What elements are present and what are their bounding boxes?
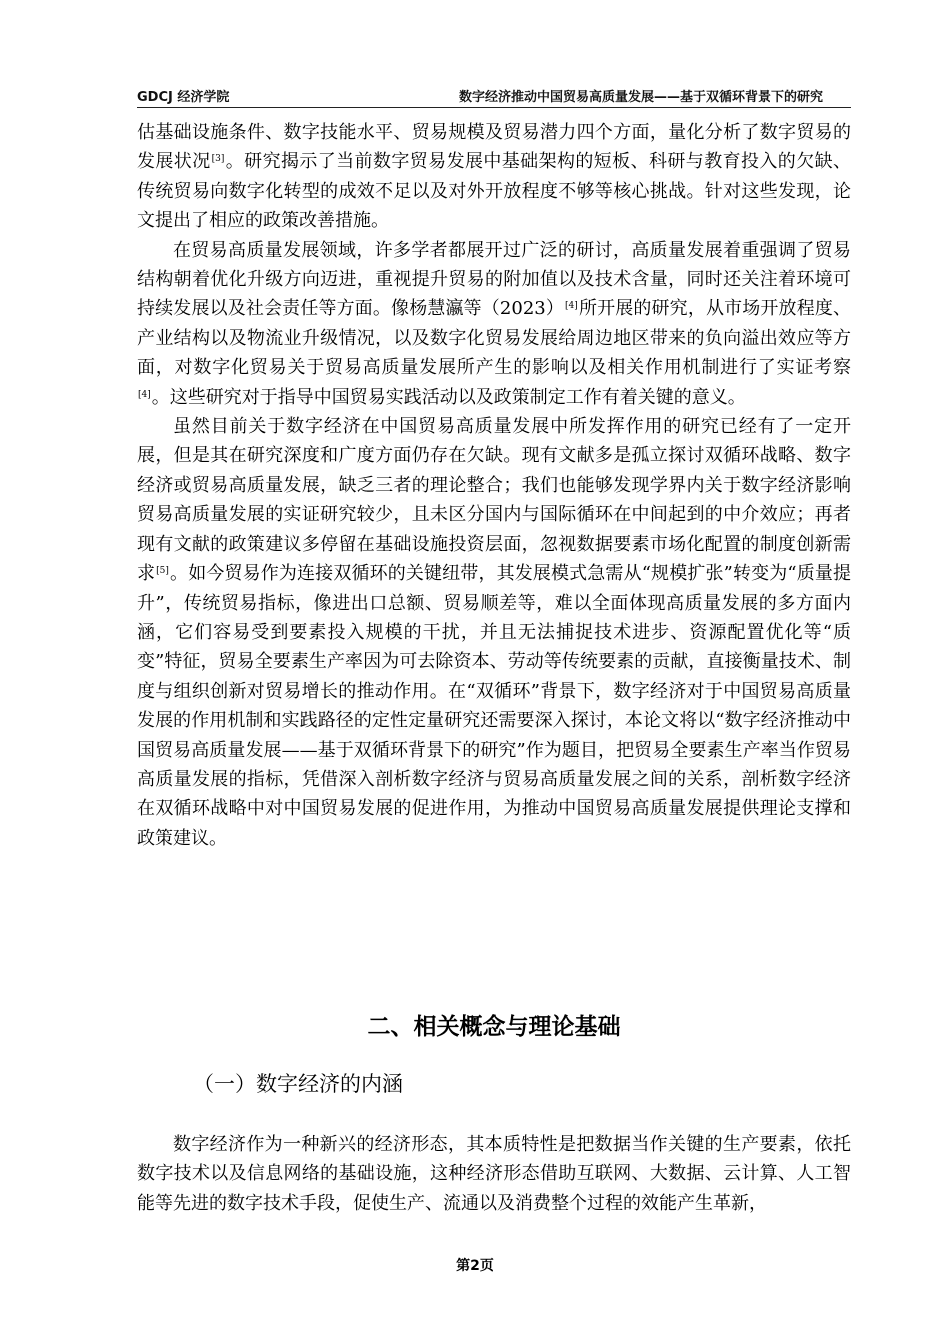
paragraph-4: 数字经济作为一种新兴的经济形态，其本质特性是把数据当作关键的生产要素，依托数字技术以及信息网络的基础设施，这种经济形态借助互联网、大数据、云计算、人工智能等先进的数字技术手段，促使生产、流通以及消费整个过程的效能产生革新， (137, 1134, 851, 1214)
paragraph-1 (137, 118, 851, 236)
paragraph-2-text-c: 。这些研究对于指导中国贸易实践活动以及政策制定工作有着关键的意义。 (151, 386, 746, 408)
section-body-text (137, 1130, 851, 1218)
running-header (137, 86, 851, 108)
paragraph-2-text-b: 所开展的研究，从市场开放程度、产业结构以及物流业升级情况，以及数字化贸易发展给周边地区带来的负向溢出效应等方面，对数字化贸易关于贸易高质量发展所产生的影响以及相关作用机制进行了实证考察 (137, 298, 851, 379)
section-heading: 二、相关概念与理论基础 (367, 1014, 621, 1040)
page-number: 第2页 (456, 1258, 494, 1274)
citation-5[interactable]: [5] (156, 566, 169, 577)
subsection-heading: （一）数字经济的内涵 (193, 1072, 403, 1096)
paragraph-1-text-a: 估基础设施条件、数字技能水平、贸易规模及贸易潜力四个方面，量化分析了数字贸易的发展状况 (137, 122, 851, 173)
paragraph-2 (137, 236, 851, 412)
paragraph-3 (137, 412, 851, 853)
header-institution: GDCJ 经济学院 (137, 90, 230, 105)
citation-3[interactable]: [3] (211, 154, 225, 165)
citation-4b[interactable]: [4] (138, 389, 151, 400)
paragraph-3-text-a: 虽然目前关于数字经济在中国贸易高质量发展中所发挥作用的研究已经有了一定开展，但是其在研究深度和广度方面仍存在欠缺。现有文献多是孤立探讨双循环战略、数字经济或贸易高质量发展，缺乏三者的理论整合；我们也能够发现学界内关于数字经济影响贸易高质量发展的实证研究较少，且未区分国内与国际循环在中间起到的中介效应；再者现有文献的政策建议多停留在基础设施投资层面，忽视数据要素市场化配置的制度创新需求 (137, 416, 851, 585)
paragraph-3-text-b: 。如今贸易作为连接双循环的关键纽带，其发展模式急需从“规模扩张”转变为“质量提升”，传统贸易指标，像进出口总额、贸易顺差等，难以全面体现高质量发展的多方面内涵，它们容易受到要素投入规模的干扰，并且无法捕捉技术进步、资源配置优化等“质变”特征，贸易全要素生产率因为可去除资本、劳动等传统要素的贡献，直接衡量技术、制度与组织创新对贸易增长的推动作用。在“双循环”背景下，数字经济对于中国贸易高质量发展的作用机制和实践路径的定性定量研究还需要深入探讨，本论文将以“数字经济推动中国贸易高质量发展——基于双循环背景下的研究”作为题目，把贸易全要素生产率当作贸易高质量发展的指标，凭借深入剖析数字经济与贸易高质量发展之间的关系，剖析数字经济在双循环战略中对中国贸易发展的促进作用，为推动中国贸易高质量发展提供理论支撑和政策建议。 (137, 563, 852, 849)
citation-4a[interactable]: [4] (565, 301, 578, 312)
body-text (137, 118, 851, 853)
header-divider (137, 107, 851, 108)
paragraph-1-text-b: 。研究揭示了当前数字贸易发展中基础架构的短板、科研与教育投入的欠缺、传统贸易向数字化转型的成效不足以及对外开放程度不够等核心挑战。针对这些发现，论文提出了相应的政策改善措施。 (137, 151, 852, 232)
header-title: 数字经济推动中国贸易高质量发展——基于双循环背景下的研究 (458, 90, 823, 105)
paragraph-2-text-a: 在贸易高质量发展领域，许多学者都展开过广泛的研讨，高质量发展着重强调了贸易结构朝着优化升级方向迈进，重视提升贸易的附加值以及技术含量，同时还关注着环境可持续发展以及社会责任等方面。像杨慧瀛等（2023） (137, 239, 851, 320)
